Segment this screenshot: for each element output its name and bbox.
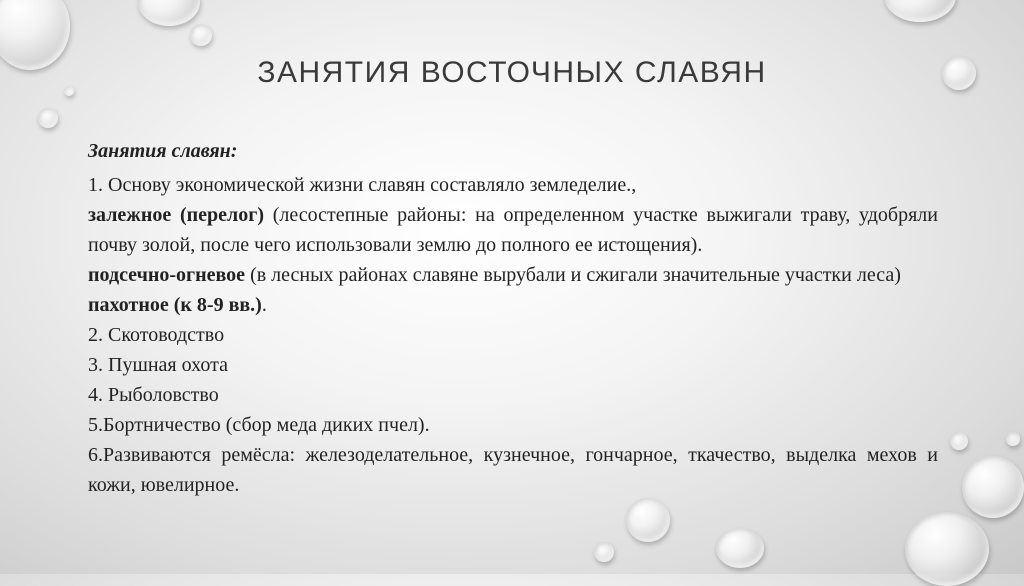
term-podsechno: подсечно-огневое — [88, 264, 246, 286]
water-drop-decoration — [138, 0, 200, 26]
slide-body — [88, 136, 938, 500]
list-item: 5.Бортничество (сбор меда диких пчел). — [88, 414, 430, 436]
water-drop-decoration — [38, 108, 58, 128]
water-drop-decoration — [950, 432, 968, 450]
list-item-podsechno — [88, 260, 938, 290]
list-item: 4. Рыболовство — [88, 384, 219, 406]
tail-pakhotnoe: . — [261, 294, 267, 316]
water-drop-decoration — [1006, 432, 1020, 446]
term-zalezhnoe: залежное (перелог) — [88, 204, 264, 226]
water-drop-decoration — [884, 0, 956, 22]
desc-podsechno: (в лесных районах славяне вырубали и сжигали значительные участки леса) — [245, 264, 901, 286]
water-drop-decoration — [626, 498, 670, 542]
list-item: 6.Развиваются ремёсла: железоделательное, кузнечное, гончарное, ткачество, выделка мехов и кожи, ювелирное. — [88, 444, 938, 496]
list-item: 1. Основу экономической жизни славян составляло земледелие., — [88, 174, 637, 196]
water-drop-decoration — [905, 512, 989, 586]
subheading: Занятия славян: — [88, 140, 238, 162]
list-item: 2. Скотоводство — [88, 324, 225, 346]
water-drop-decoration — [594, 542, 614, 562]
list-item-zalezhnoe — [88, 200, 938, 260]
water-drop-decoration — [716, 528, 764, 568]
water-drop-decoration — [190, 24, 212, 46]
slide-title: ЗАНЯТИЯ ВОСТОЧНЫХ СЛАВЯН — [257, 56, 767, 89]
water-drop-decoration — [962, 456, 1024, 518]
term-pakhotnoe: пахотное (к 8-9 вв.) — [88, 294, 262, 316]
desc-zalezhnoe: (лесостепные районы: на определенном участке выжигали траву, удобряли почву золой, после чего использовали землю до полного ее истощения). — [88, 204, 938, 256]
list-item-pakhotnoe — [88, 290, 938, 320]
list-item: 3. Пушная охота — [88, 354, 228, 376]
